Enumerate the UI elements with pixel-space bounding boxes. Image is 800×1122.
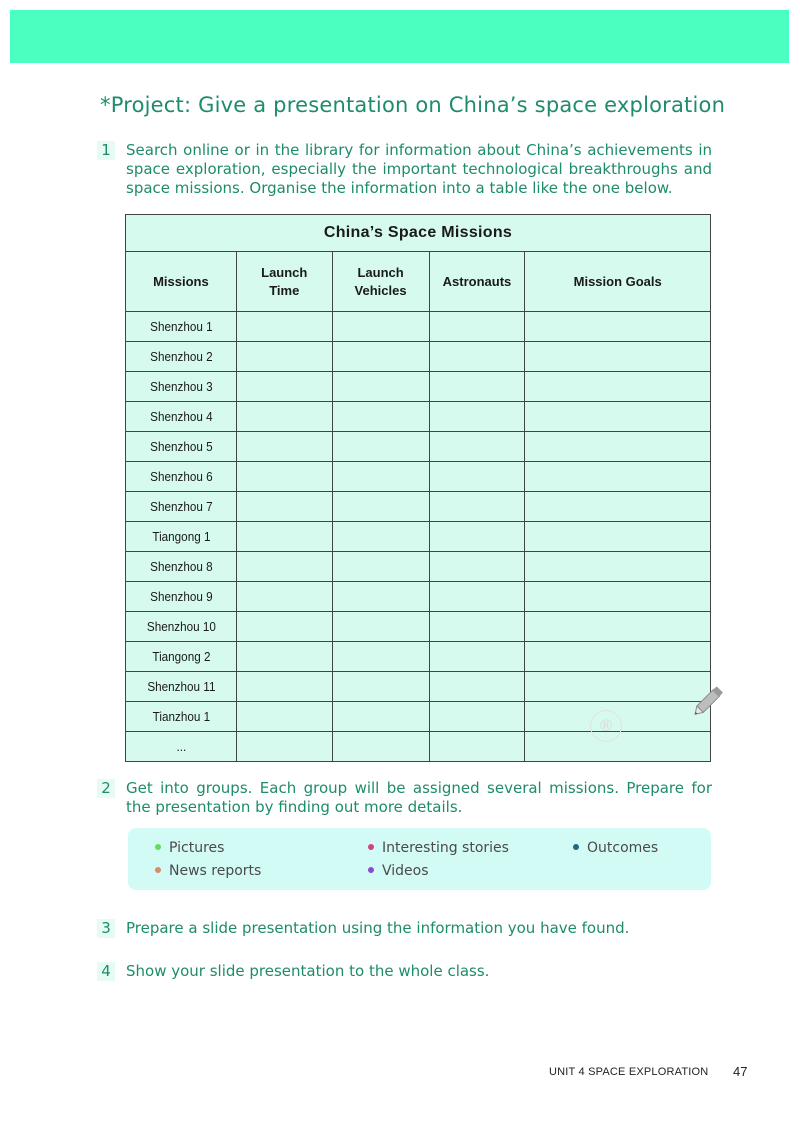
- column-header-line: Time: [269, 282, 300, 298]
- project-title: *Project: Give a presentation on China’s space exploration: [100, 93, 726, 117]
- empty-cell: [429, 462, 525, 492]
- empty-cell: [525, 402, 711, 432]
- table-row: [126, 522, 711, 552]
- table-row: [126, 642, 711, 672]
- mission-name-cell: ...: [131, 732, 231, 762]
- empty-cell: [429, 732, 525, 762]
- empty-cell: [332, 582, 429, 612]
- detail-item-videos: Videos: [368, 863, 429, 879]
- empty-cell: [429, 612, 525, 642]
- mission-name-cell: Shenzhou 8: [131, 552, 231, 582]
- empty-cell: [332, 432, 429, 462]
- mission-name-cell: Shenzhou 2: [131, 342, 231, 372]
- table-row: [126, 462, 711, 492]
- empty-cell: [236, 612, 332, 642]
- empty-cell: [332, 342, 429, 372]
- empty-cell: [332, 462, 429, 492]
- mission-name-cell: Shenzhou 3: [131, 372, 231, 402]
- column-header-line: Vehicles: [354, 282, 407, 298]
- step-text: Get into groups. Each group will be assigned several missions. Prepare for the presentation by finding out more details.: [126, 779, 712, 816]
- table-row: [126, 492, 711, 522]
- table-row: [126, 552, 711, 582]
- empty-cell: [525, 432, 711, 462]
- table-row: [126, 672, 711, 702]
- empty-cell: [332, 522, 429, 552]
- step-3: [97, 919, 712, 938]
- empty-cell: [525, 342, 711, 372]
- step-number: 2: [97, 779, 115, 798]
- mission-name-cell: Shenzhou 1: [131, 312, 231, 342]
- empty-cell: [429, 492, 525, 522]
- table-title: China’s Space Missions: [126, 215, 711, 252]
- empty-cell: [332, 492, 429, 522]
- step-number: 4: [97, 962, 115, 981]
- empty-cell: [332, 642, 429, 672]
- table-row: [126, 342, 711, 372]
- table-row: [126, 582, 711, 612]
- table-row: [126, 402, 711, 432]
- empty-cell: [236, 672, 332, 702]
- empty-cell: [429, 372, 525, 402]
- mission-name-cell: Shenzhou 5: [131, 432, 231, 462]
- mission-name-cell: Shenzhou 9: [131, 582, 231, 612]
- column-header-line: Launch: [357, 264, 404, 280]
- bullet-dot: [155, 867, 161, 873]
- mission-name-cell: Tiangong 1: [131, 522, 231, 552]
- step-text: Search online or in the library for information about China’s achievements in space exploration, especially the important technological breakthroughs and space missions. Organise the information into a table like the one below.: [126, 141, 712, 197]
- table-header-row: [126, 252, 711, 312]
- column-header-line: Astronauts: [442, 273, 512, 289]
- empty-cell: [429, 702, 525, 732]
- registered-mark: ®: [590, 710, 622, 742]
- empty-cell: [332, 732, 429, 762]
- step-2: [97, 779, 712, 817]
- empty-cell: [525, 672, 711, 702]
- empty-cell: [236, 522, 332, 552]
- empty-cell: [525, 522, 711, 552]
- empty-cell: [332, 702, 429, 732]
- empty-cell: [525, 552, 711, 582]
- column-header: [236, 252, 332, 312]
- detail-item-news-reports: News reports: [155, 863, 261, 879]
- column-header: [429, 252, 525, 312]
- empty-cell: [429, 432, 525, 462]
- mission-name-cell: Shenzhou 6: [131, 462, 231, 492]
- empty-cell: [525, 642, 711, 672]
- empty-cell: [332, 312, 429, 342]
- column-header-line: Missions: [153, 273, 209, 289]
- empty-cell: [429, 342, 525, 372]
- empty-cell: [429, 522, 525, 552]
- bullet-dot: [368, 844, 374, 850]
- empty-cell: [525, 582, 711, 612]
- empty-cell: [332, 402, 429, 432]
- empty-cell: [236, 432, 332, 462]
- empty-cell: [429, 582, 525, 612]
- pencil-icon[interactable]: [692, 680, 730, 718]
- empty-cell: [429, 552, 525, 582]
- details-box: [128, 828, 711, 890]
- table-row: [126, 432, 711, 462]
- empty-cell: [429, 672, 525, 702]
- detail-item-outcomes: Outcomes: [573, 840, 658, 856]
- empty-cell: [236, 312, 332, 342]
- empty-cell: [236, 372, 332, 402]
- step-1: [97, 141, 712, 199]
- empty-cell: [236, 582, 332, 612]
- footer-unit-label: UNIT 4 SPACE EXPLORATION: [549, 1066, 709, 1078]
- empty-cell: [525, 372, 711, 402]
- column-header-line: Launch: [261, 264, 308, 280]
- empty-cell: [236, 492, 332, 522]
- empty-cell: [332, 372, 429, 402]
- column-header: [126, 252, 237, 312]
- column-header: [525, 252, 711, 312]
- mission-name-cell: Tianzhou 1: [131, 702, 231, 732]
- empty-cell: [332, 552, 429, 582]
- empty-cell: [525, 612, 711, 642]
- bullet-dot: [155, 844, 161, 850]
- table-row: [126, 702, 711, 732]
- step-number: 3: [97, 919, 115, 938]
- step-4: [97, 962, 712, 981]
- column-header: [332, 252, 429, 312]
- empty-cell: [525, 312, 711, 342]
- empty-cell: [236, 462, 332, 492]
- table-row: [126, 372, 711, 402]
- empty-cell: [429, 642, 525, 672]
- step-number: 1: [97, 141, 115, 160]
- bullet-dot: [368, 867, 374, 873]
- empty-cell: [236, 732, 332, 762]
- mission-name-cell: Shenzhou 7: [131, 492, 231, 522]
- mission-name-cell: Shenzhou 11: [131, 672, 231, 702]
- empty-cell: [429, 402, 525, 432]
- empty-cell: [236, 402, 332, 432]
- empty-cell: [332, 612, 429, 642]
- step-text: Prepare a slide presentation using the information you have found.: [126, 919, 630, 937]
- empty-cell: [236, 642, 332, 672]
- page-number: 47: [733, 1064, 748, 1079]
- missions-table: [125, 214, 711, 762]
- column-header-line: Mission Goals: [573, 273, 662, 289]
- empty-cell: [332, 672, 429, 702]
- table-row: [126, 312, 711, 342]
- mission-name-cell: Tiangong 2: [131, 642, 231, 672]
- empty-cell: [236, 552, 332, 582]
- detail-item-interesting-stories: Interesting stories: [368, 840, 509, 856]
- empty-cell: [525, 492, 711, 522]
- table-row: [126, 732, 711, 762]
- detail-item-pictures: Pictures: [155, 840, 224, 856]
- mission-name-cell: Shenzhou 4: [131, 402, 231, 432]
- step-text: Show your slide presentation to the whole class.: [126, 962, 490, 980]
- empty-cell: [236, 342, 332, 372]
- bullet-dot: [573, 844, 579, 850]
- empty-cell: [236, 702, 332, 732]
- table-body: [126, 312, 711, 762]
- top-banner: [10, 10, 789, 63]
- mission-name-cell: Shenzhou 10: [131, 612, 231, 642]
- empty-cell: [429, 312, 525, 342]
- empty-cell: [525, 462, 711, 492]
- table-row: [126, 612, 711, 642]
